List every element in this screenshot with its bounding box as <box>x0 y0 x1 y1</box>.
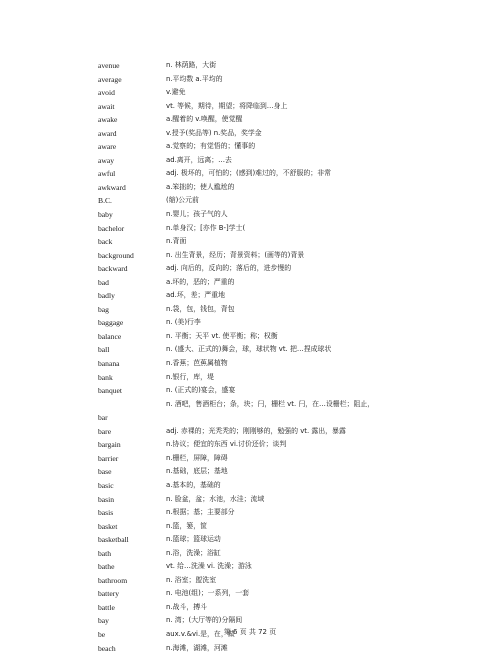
vocab-definition: a.醒着的 v.唤醒，使觉醒 <box>166 115 243 124</box>
vocab-definition: n. 林荫路，大街 <box>166 61 217 69</box>
vocab-entry <box>98 438 470 452</box>
vocab-definition: a.坏的，恶的；严重的 <box>166 277 235 286</box>
vocab-entry <box>98 316 470 330</box>
vocab-definition: n. 脸盆，盆；水池，水洼；流域 <box>166 494 265 503</box>
vocab-word: balance <box>98 331 122 341</box>
vocab-entry <box>98 167 470 181</box>
vocab-word: basket <box>98 521 118 531</box>
vocab-word: away <box>98 155 115 165</box>
vocab-word: aware <box>98 142 117 152</box>
vocab-definition: n.平均数 a.平均的 <box>166 74 223 83</box>
vocab-entry <box>98 289 470 303</box>
vocab-word: banana <box>98 359 120 369</box>
vocab-definition: vt. 等候，期待，期望；将降临到…身上 <box>166 101 288 110</box>
vocab-entry <box>98 330 470 344</box>
vocab-entry <box>98 574 470 588</box>
vocab-definition: a.笨拙的；使人尴尬的 <box>166 182 235 191</box>
vocab-word: bathe <box>98 562 115 572</box>
vocab-word: basketball <box>98 535 129 545</box>
vocab-definition: n.婴儿；孩子气的人 <box>166 210 228 219</box>
vocab-word: await <box>98 101 115 111</box>
vocab-definition: n.协议；便宜的东西 vi.讨价还价；谈判 <box>166 440 287 449</box>
vocab-definition: n. 酒吧，售酒柜台；条，块；闩，栅栏 vt. 闩，在…设栅栏；阻止， <box>166 399 375 408</box>
vocab-definition: adj. 极坏的，可怕的；(感到)难过的，不舒服的；非常 <box>166 169 331 178</box>
vocab-entry <box>98 73 470 87</box>
vocab-definition: n.香蕉；芭蕉属植物 <box>166 359 228 368</box>
vocab-word: avenue <box>98 61 120 70</box>
vocab-definition: adj. 向后的，反向的；落后的，进步慢的 <box>166 264 292 273</box>
vocab-definition: n.根据；基；主要部分 <box>166 508 235 517</box>
vocab-word: bargain <box>98 440 121 450</box>
vocab-entry <box>98 154 470 168</box>
vocab-word: battery <box>98 589 120 599</box>
vocab-word: bar <box>98 413 108 423</box>
vocab-entry <box>98 384 470 398</box>
vocab-entry <box>98 262 470 276</box>
vocab-definition: n.海滩，湖滩，河滩 <box>166 643 228 652</box>
vocab-definition: n.篮球；篮球运动 <box>166 535 221 544</box>
vocab-entry <box>98 343 470 357</box>
vocab-word: bathroom <box>98 575 128 585</box>
vocab-definition: n. (盛大、正式的)舞会，球，球状物 vt. 把…捏成球状 <box>166 345 332 354</box>
vocab-definition: v.授予(奖品等) n.奖品，奖学金 <box>166 128 262 137</box>
vocab-entry <box>98 614 470 628</box>
vocab-word: backward <box>98 264 128 274</box>
vocab-entry <box>98 479 470 493</box>
vocab-definition: n. 平衡；天平 vt. 使平衡；称；权衡 <box>166 331 278 340</box>
vocab-entry <box>98 398 470 425</box>
vocab-definition: (缩)公元前 <box>166 196 199 205</box>
vocab-word: barrier <box>98 453 119 463</box>
vocab-definition: v.避免 <box>166 88 186 97</box>
vocab-entry <box>98 208 470 222</box>
vocab-word: bad <box>98 277 109 287</box>
vocab-definition: n.单身汉；[亦作 B-]学士( <box>166 223 246 232</box>
vocab-word: bath <box>98 548 112 558</box>
vocab-entry <box>98 601 470 615</box>
vocab-definition: n.银行，库，堤 <box>166 372 214 381</box>
vocab-definition: n. 浴室；盥洗室 <box>166 575 217 584</box>
vocab-entry <box>98 560 470 574</box>
vocab-entry <box>98 303 470 317</box>
vocab-entry <box>98 181 470 195</box>
vocab-word: bare <box>98 426 112 436</box>
vocab-word: base <box>98 467 112 477</box>
vocab-word: back <box>98 237 113 247</box>
vocab-definition: ad.离开，远离；…去 <box>166 155 232 164</box>
vocab-word: battle <box>98 602 115 612</box>
vocab-definition: vt. 给…洗澡 vi. 洗澡；游泳 <box>166 562 252 571</box>
vocab-entry <box>98 425 470 439</box>
vocab-entry <box>98 520 470 534</box>
vocab-word: badly <box>98 291 115 301</box>
vocab-entry <box>98 140 470 154</box>
vocab-entry <box>98 357 470 371</box>
vocab-entry <box>98 452 470 466</box>
vocab-definition: n.浴，洗澡；浴缸 <box>166 548 221 557</box>
vocab-word: basis <box>98 508 114 518</box>
vocab-entry <box>98 86 470 100</box>
vocab-definition: n.栅栏，屏障，障碍 <box>166 453 228 462</box>
vocab-word: ball <box>98 345 110 355</box>
vocab-entry <box>98 506 470 520</box>
vocab-word: be <box>98 629 106 639</box>
vocab-word: basic <box>98 480 114 490</box>
vocab-word: baby <box>98 210 113 220</box>
vocab-word: awake <box>98 115 118 125</box>
vocab-word: awkward <box>98 182 126 192</box>
vocab-entry <box>98 222 470 236</box>
vocab-definition: n.篮，篓，筐 <box>166 521 208 530</box>
vocab-entry <box>98 547 470 561</box>
vocab-definition: aux.v.&vi.是，在，做 <box>166 629 235 638</box>
vocab-definition: n.基础，底层；基地 <box>166 467 228 476</box>
vocab-entry <box>98 100 470 114</box>
vocabulary-list <box>98 59 470 655</box>
vocab-word: bachelor <box>98 223 125 233</box>
vocab-word: basin <box>98 494 115 504</box>
vocab-word: bay <box>98 616 109 626</box>
vocab-entry <box>98 587 470 601</box>
vocab-word: B.C. <box>98 196 112 206</box>
vocab-definition: n. 出生背景，经历；背景资料；(画等的)背景 <box>166 250 305 259</box>
vocab-word: baggage <box>98 318 124 328</box>
vocab-definition: n. (正式的)宴会，盛宴 <box>166 386 236 395</box>
vocab-entry <box>98 113 470 127</box>
vocab-word: avoid <box>98 88 115 98</box>
vocab-entry <box>98 59 470 73</box>
vocab-word: awful <box>98 169 116 179</box>
vocab-entry <box>98 533 470 547</box>
vocab-word: average <box>98 74 122 84</box>
vocab-definition: n. 湾；(大厅等的)分隔间 <box>166 616 243 625</box>
vocab-definition: ad.坏，差；严重地 <box>166 291 226 300</box>
vocab-word: bank <box>98 372 113 382</box>
vocab-definition: n. 电池(组)；一系列，一套 <box>166 589 250 598</box>
vocab-entry <box>98 127 470 141</box>
vocab-definition: n.袋，包，钱包，背包 <box>166 304 235 313</box>
vocab-word: award <box>98 128 117 138</box>
vocab-definition: a.基本的，基础的 <box>166 480 221 489</box>
vocab-entry <box>98 371 470 385</box>
vocab-word: bag <box>98 304 109 314</box>
vocab-entry <box>98 235 470 249</box>
vocab-entry <box>98 493 470 507</box>
vocab-word: background <box>98 250 134 260</box>
vocab-entry <box>98 249 470 263</box>
vocab-entry <box>98 642 470 656</box>
vocab-definition: a.觉察的；有觉悟的；懂事的 <box>166 142 256 151</box>
vocab-word: banquet <box>98 386 123 396</box>
vocab-definition: n. (美)行李 <box>166 318 201 327</box>
page-footer: 第 6 页 共 72 页 <box>223 628 277 636</box>
vocab-word: beach <box>98 643 116 653</box>
vocab-entry <box>98 194 470 208</box>
vocab-definition: n.战斗，搏斗 <box>166 602 208 611</box>
vocab-definition: n.背面 <box>166 237 187 246</box>
vocab-entry <box>98 465 470 479</box>
vocab-definition: adj. 赤裸的；光秃秃的；刚刚够的，勉强的 vt. 露出，暴露 <box>166 426 346 435</box>
vocab-entry <box>98 276 470 290</box>
